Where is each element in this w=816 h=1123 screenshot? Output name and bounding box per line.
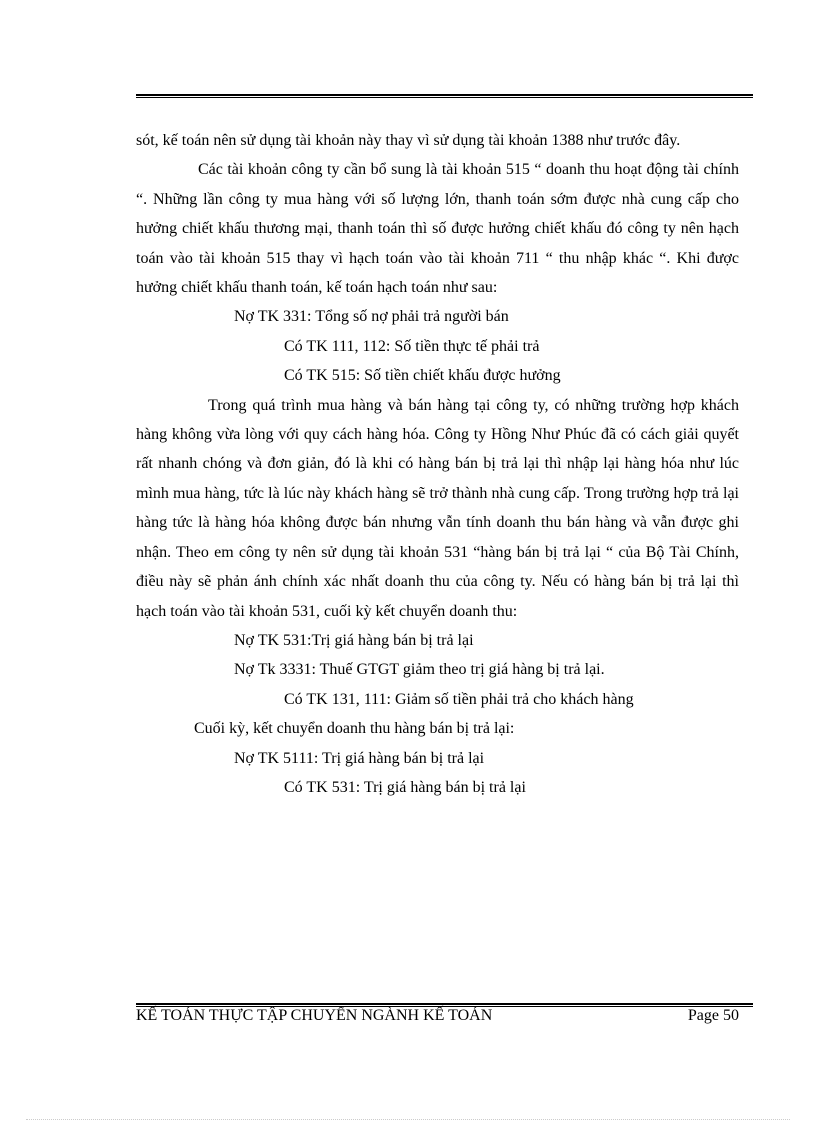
- journal-entry-debit-531: Nợ TK 531:Trị giá hàng bán bị trả lại: [234, 631, 474, 649]
- paragraph-continuation: sót, kế toán nên sử dụng tài khoản này thay vì sử dụng tài khoản 1388 như trước đây.: [136, 132, 681, 149]
- journal-entry-credit-131-111: Có TK 131, 111: Giảm số tiền phải trả cho khách hàng: [284, 690, 634, 708]
- journal-entry-debit-5111: Nợ TK 5111: Trị giá hàng bán bị trả lại: [234, 749, 485, 767]
- paragraph-period-end: Cuối kỳ, kết chuyển doanh thu hàng bán bị trả lại:: [194, 720, 515, 738]
- page-footer: [136, 1007, 739, 1025]
- journal-entry-debit-3331: Nợ Tk 3331: Thuế GTGT giảm theo trị giá hàng bị trả lại.: [234, 661, 605, 679]
- paragraph-returned-goods: Trong quá trình mua hàng và bán hàng tại công ty, có những trường hợp khách hàng không vừa lòng với quy cách hàng hóa. Công ty Hồng Như Phúc đã có cách giải quyết rất nhanh chóng và đơn giản, đó là khi có hàng bán bị trả lại thì nhập lại hàng hóa như lúc mình mua hàng, tức là lúc này khách hàng sẽ trở thành nhà cung cấp. Trong trường hợp trả lại hàng tức là hàng hóa không được bán nhưng vẫn tính doanh thu bán hàng và vẫn được ghi nhận. Theo em công ty nên sử dụng tài khoản 531 “hàng bán bị trả lại “ của Bộ Tài Chính, điều này sẽ phản ánh chính xác nhất doanh thu của công ty. Nếu có hàng bán bị trả lại thì hạch toán vào tài khoản 531, cuối kỳ kết chuyển doanh thu:: [136, 396, 739, 620]
- journal-entry-debit-331: Nợ TK 331: Tổng số nợ phải trả người bán: [234, 308, 509, 326]
- journal-entry-credit-531: Có TK 531: Trị giá hàng bán bị trả lại: [284, 778, 526, 796]
- document-body: [136, 126, 739, 802]
- page-edge-divider: [26, 1119, 790, 1120]
- page-number: Page 50: [687, 1007, 739, 1024]
- journal-entry-credit-111-112: Có TK 111, 112: Số tiền thực tế phải trả: [284, 337, 540, 355]
- footer-title: KẾ TOÁN THỰC TẬP CHUYỂN NGÀNH KẾ TOÁN: [136, 1007, 493, 1024]
- paragraph-account-515: Các tài khoản công ty cần bổ sung là tài khoản 515 “ doanh thu hoạt động tài chính “. Những lần công ty mua hàng với số lượng lớn, thanh toán sớm được nhà cung cấp cho hưởng chiết khấu thương mại, thanh toán thì số được hưởng chiết khấu đó công ty nên hạch toán vào tài khoản 515 thay vì hạch toán vào tài khoản 711 “ thu nhập khác “. Khi được hưởng chiết khấu thanh toán, kế toán hạch toán như sau:: [136, 161, 739, 297]
- journal-entry-credit-515: Có TK 515: Số tiền chiết khấu được hưởng: [284, 367, 561, 385]
- header-rule: [136, 94, 753, 98]
